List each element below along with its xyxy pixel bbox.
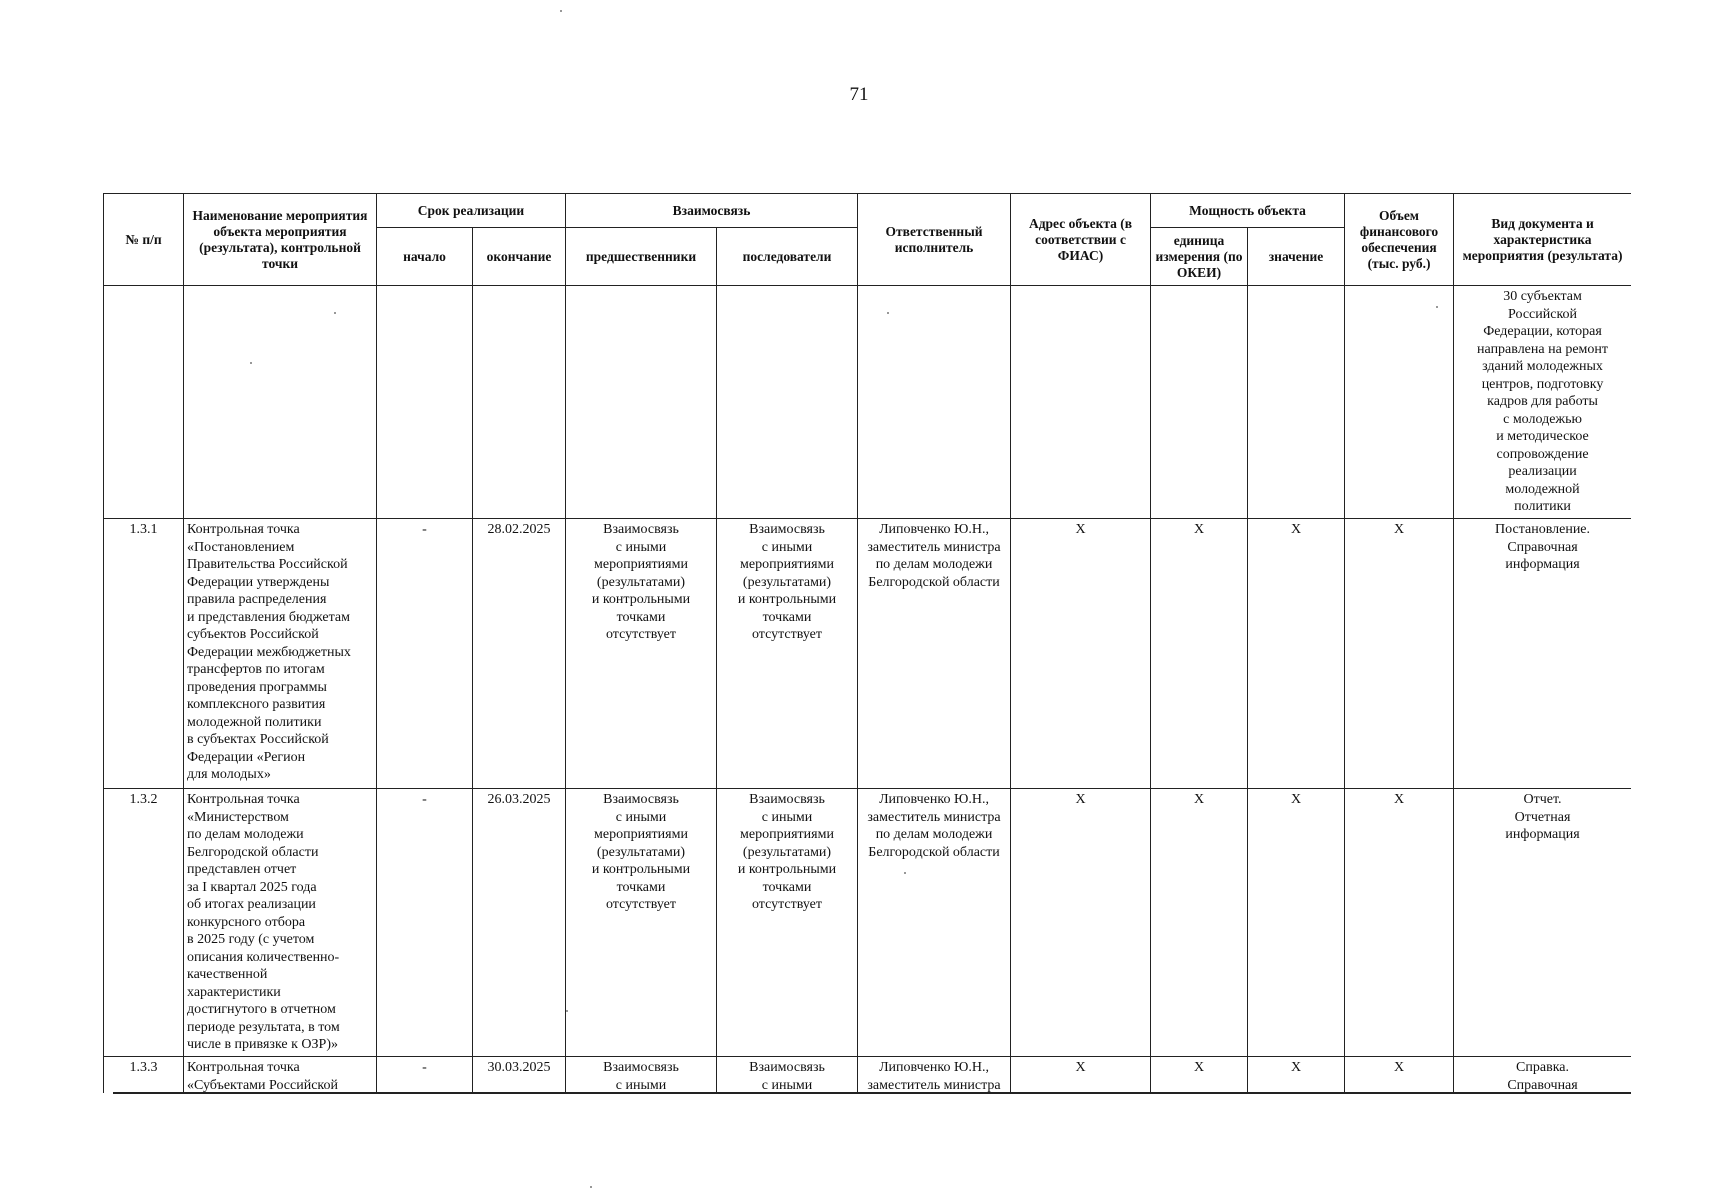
cell-finance: Х [1345,519,1454,789]
cell-address [1011,286,1151,519]
cell-value: Х [1248,789,1345,1057]
cell-doc: Постановление. Справочная информация [1454,519,1631,789]
header-link: Взаимосвязь [566,194,858,228]
cell-responsible: Липовченко Ю.Н., заместитель министра по делам молодежи Белгородской области [858,789,1011,1057]
cell-num: 1.3.3 [104,1057,184,1094]
cell-value [1248,286,1345,519]
cell-address: Х [1011,519,1151,789]
cell-unit: Х [1151,1057,1248,1094]
cell-name: Контрольная точка «Субъектами Российской [184,1057,377,1094]
cell-finance: Х [1345,789,1454,1057]
header-address: Адрес объекта (в соответствии с ФИАС) [1011,194,1151,286]
header-responsible: Ответственный исполнитель [858,194,1011,286]
scan-speck [250,362,252,364]
cell-pred: Взаимосвязь с иными [566,1057,717,1094]
scan-speck [1436,306,1438,308]
header-period-start: начало [377,228,473,286]
cell-pred: Взаимосвязь с иными мероприятиями (результатами) и контрольными точками отсутствует [566,789,717,1057]
header-capacity-value: значение [1248,228,1345,286]
cell-num [104,286,184,519]
cell-unit: Х [1151,519,1248,789]
header-doc: Вид документа и характеристика мероприятия (результата) [1454,194,1631,286]
header-num: № п/п [104,194,184,286]
cell-start: - [377,519,473,789]
cell-end [473,286,566,519]
table-row [104,789,1632,1057]
cell-start: - [377,789,473,1057]
cell-start: - [377,1057,473,1094]
cell-succ [717,286,858,519]
header-period: Срок реализации [377,194,566,228]
cell-num: 1.3.2 [104,789,184,1057]
cell-address: Х [1011,789,1151,1057]
cell-unit: Х [1151,789,1248,1057]
cell-end: 26.03.2025 [473,789,566,1057]
cell-doc: Справка. Справочная [1454,1057,1631,1094]
cell-doc: 30 субъектам Российской Федерации, которая направлена на ремонт зданий молодежных центров, подготовку кадров для работы с молодежью и методическое сопровождение реализации молодежной политики [1454,286,1631,519]
scan-speck [590,1186,592,1188]
scan-speck [887,312,889,314]
cell-address: Х [1011,1057,1151,1094]
table-bottom-border [113,1092,1631,1094]
cell-end: 28.02.2025 [473,519,566,789]
cell-unit [1151,286,1248,519]
cell-start [377,286,473,519]
table-row [104,519,1632,789]
header-link-succ: последователи [717,228,858,286]
cell-end: 30.03.2025 [473,1057,566,1094]
scan-speck [334,312,336,314]
cell-value: Х [1248,519,1345,789]
cell-succ: Взаимосвязь с иными [717,1057,858,1094]
cell-finance: Х [1345,1057,1454,1094]
plan-table [103,193,1631,1093]
cell-responsible: Липовченко Ю.Н., заместитель министра [858,1057,1011,1094]
cell-name [184,286,377,519]
cell-num: 1.3.1 [104,519,184,789]
cell-responsible: Липовченко Ю.Н., заместитель министра по делам молодежи Белгородской области [858,519,1011,789]
cell-name: Контрольная точка «Постановлением Правительства Российской Федерации утверждены правила распределения и представления бюджетам субъектов Российской Федерации межбюджетных трансфертов по итогам проведения программы комплексного развития молодежной политики в субъектах Российской Федерации «Регион для молодых» [184,519,377,789]
header-link-pred: предшественники [566,228,717,286]
header-finance: Объем финансового обеспечения (тыс. руб.) [1345,194,1454,286]
cell-value: Х [1248,1057,1345,1094]
scan-speck [560,10,562,12]
header-period-end: окончание [473,228,566,286]
cell-doc: Отчет. Отчетная информация [1454,789,1631,1057]
cell-succ: Взаимосвязь с иными мероприятиями (результатами) и контрольными точками отсутствует [717,789,858,1057]
cell-succ: Взаимосвязь с иными мероприятиями (результатами) и контрольными точками отсутствует [717,519,858,789]
cell-finance [1345,286,1454,519]
cell-pred: Взаимосвязь с иными мероприятиями (результатами) и контрольными точками отсутствует [566,519,717,789]
table-row [104,286,1632,519]
plan-table-wrapper [103,193,1631,1093]
cell-name: Контрольная точка «Министерством по делам молодежи Белгородской области представлен отчет за I квартал 2025 года об итогах реализации конкурсного отбора в 2025 году (с учетом описания количественно- качественной характеристики достигнутого в отчетном периоде результата, в том числе в привязке к ОЗР)» [184,789,377,1057]
cell-pred [566,286,717,519]
page-number: 71 [849,84,869,105]
header-name: Наименование мероприятия объекта мероприятия (результата), контрольной точки [184,194,377,286]
table-row [104,1057,1632,1094]
header-capacity: Мощность объекта [1151,194,1345,228]
scan-speck [904,872,906,874]
scan-speck [566,1010,568,1012]
cell-responsible [858,286,1011,519]
header-capacity-unit: единица измерения (по ОКЕИ) [1151,228,1248,286]
